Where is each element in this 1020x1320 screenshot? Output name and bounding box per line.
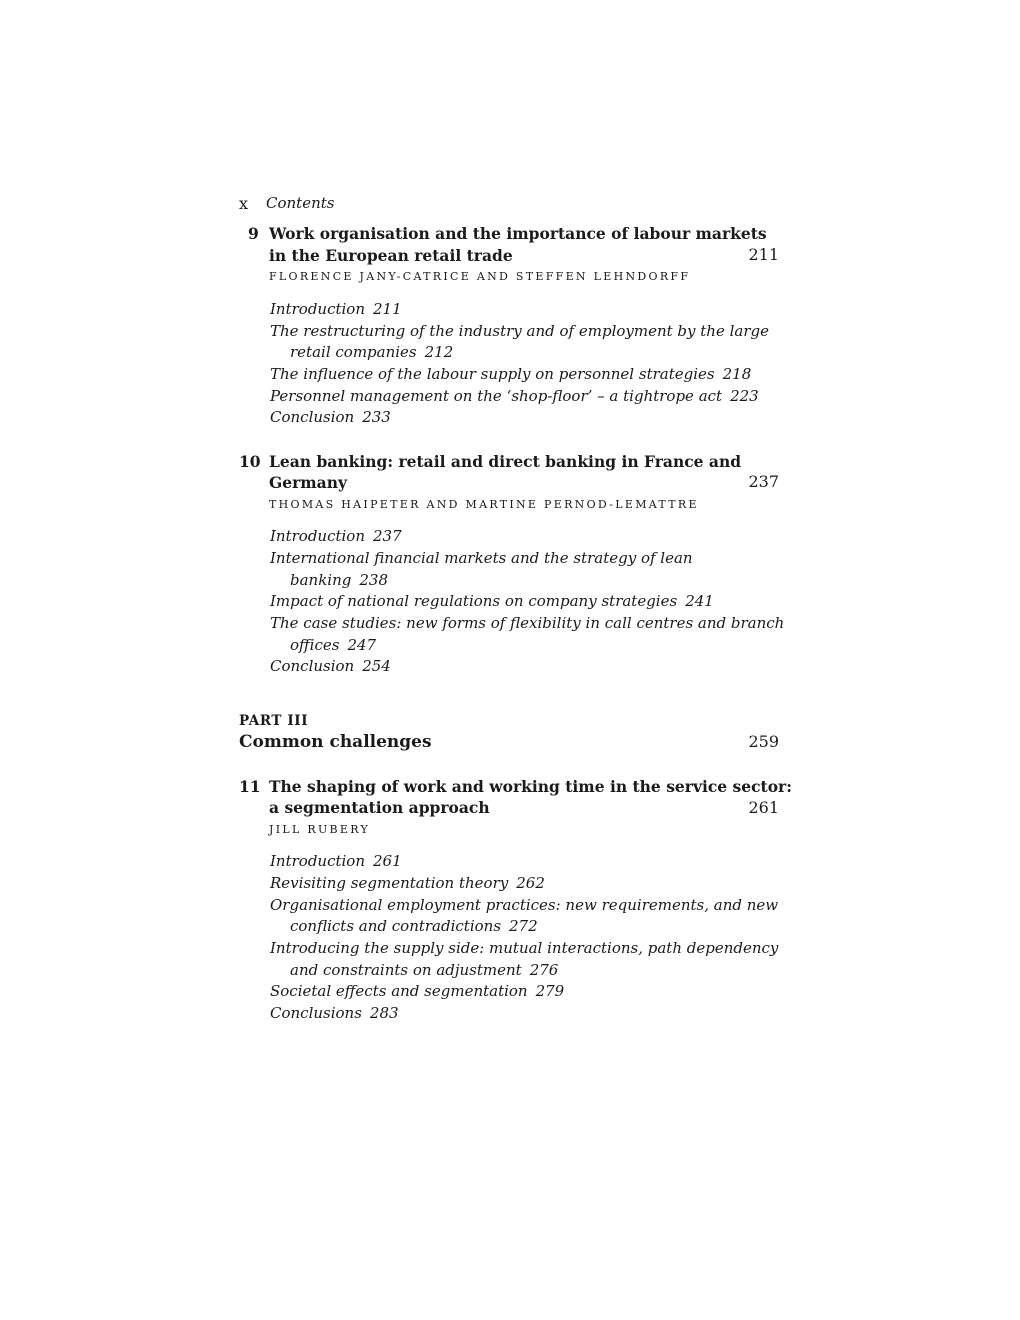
section-entry: Revisiting segmentation theory 262 xyxy=(270,874,545,892)
chapter-page: 261 xyxy=(748,798,779,817)
section-entry: Impact of national regulations on company strategies 241 xyxy=(270,592,714,610)
chapter-page: 211 xyxy=(748,245,779,264)
chapter-number: 11 xyxy=(239,777,261,796)
part-label: PART III xyxy=(239,713,309,729)
section-entry-continued: conflicts and contradictions 272 xyxy=(290,917,538,935)
chapter-title-line: Work organisation and the importance of labour markets xyxy=(269,224,767,243)
chapter-number: 9 xyxy=(248,224,259,243)
chapter-authors: THOMAS HAIPETER AND MARTINE PERNOD-LEMATTRE xyxy=(269,498,699,511)
section-entry-continued: banking 238 xyxy=(290,571,388,589)
section-entry: International financial markets and the strategy of lean xyxy=(270,549,693,567)
section-entry: Societal effects and segmentation 279 xyxy=(270,982,565,1000)
section-entry: Conclusion 254 xyxy=(270,657,391,675)
section-entry: Introduction 211 xyxy=(270,300,402,318)
chapter-title-line: The shaping of work and working time in the service sector: xyxy=(269,777,792,796)
section-entry-continued: offices 247 xyxy=(290,636,377,654)
section-entry: The case studies: new forms of flexibility in call centres and branch xyxy=(270,614,785,632)
page-numeral: x xyxy=(239,194,249,213)
chapter-title-line: Lean banking: retail and direct banking in France and xyxy=(269,452,742,471)
chapter-number: 10 xyxy=(239,452,261,471)
chapter-title-line: a segmentation approach xyxy=(269,798,490,817)
section-entry-continued: and constraints on adjustment 276 xyxy=(290,961,559,979)
section-entry: Organisational employment practices: new requirements, and new xyxy=(270,896,779,914)
section-entry: Introduction 237 xyxy=(270,527,402,545)
section-entry: Conclusion 233 xyxy=(270,408,391,426)
section-entry: Introduction 261 xyxy=(270,852,402,870)
section-entry: Introducing the supply side: mutual interactions, path dependency xyxy=(270,939,779,957)
part-page: 259 xyxy=(748,732,779,751)
section-entry: Conclusions 283 xyxy=(270,1004,399,1022)
chapter-authors: FLORENCE JANY-CATRICE AND STEFFEN LEHNDORFF xyxy=(269,270,691,283)
section-entry: Personnel management on the ‘shop-floor’ – a tightrope act 223 xyxy=(270,387,759,405)
section-entry: The influence of the labour supply on personnel strategies 218 xyxy=(270,365,752,383)
chapter-page: 237 xyxy=(748,472,779,491)
chapter-title-line: Germany xyxy=(269,473,347,492)
part-title: Common challenges xyxy=(239,732,432,752)
section-entry: The restructuring of the industry and of employment by the large xyxy=(270,322,769,340)
running-title: Contents xyxy=(266,194,335,212)
chapter-title-line: in the European retail trade xyxy=(269,246,513,265)
chapter-authors: JILL RUBERY xyxy=(269,823,371,836)
section-entry-continued: retail companies 212 xyxy=(290,343,454,361)
